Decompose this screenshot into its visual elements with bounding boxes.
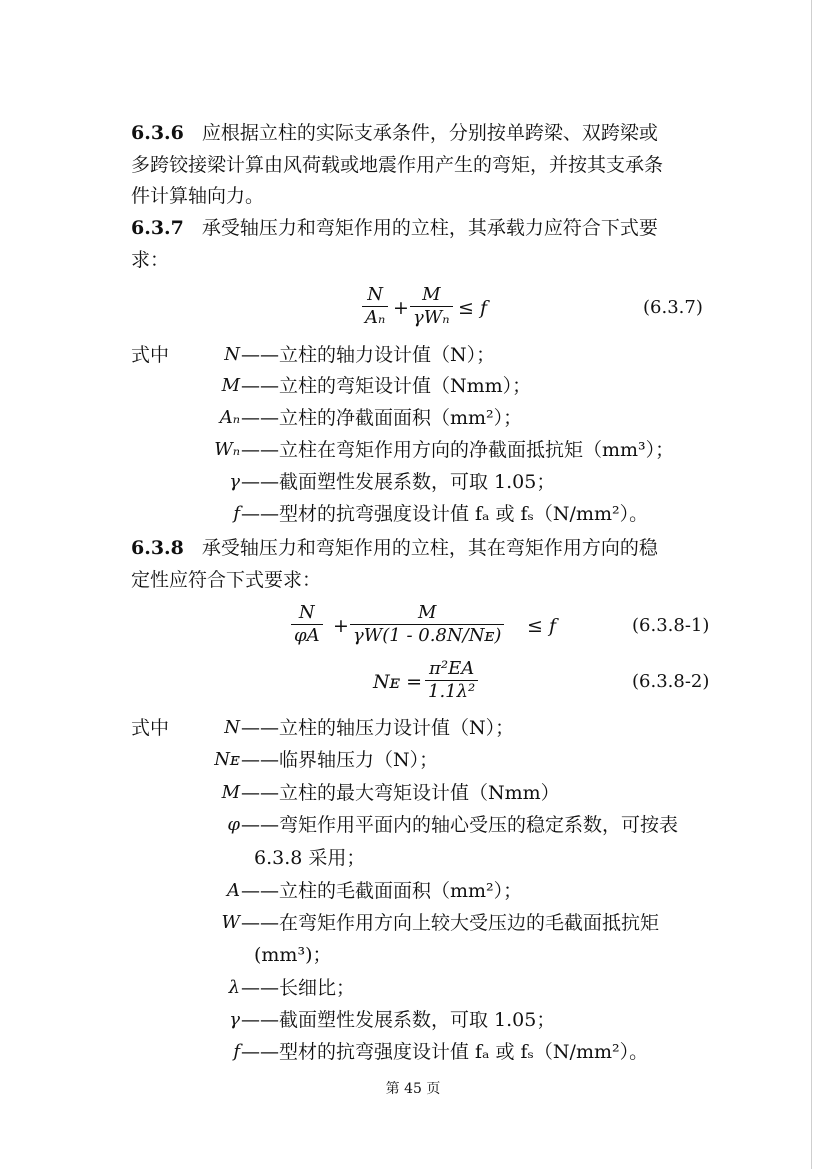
def-text: ——型材的抗弯强度设计值 fₐ 或 fₛ（N/mm²）。 <box>241 1041 649 1063</box>
def-text: ——立柱的轴压力设计值（N）； <box>241 717 515 739</box>
def-text: ——在弯矩作用方向上较大受压边的毛截面抵抗矩 <box>241 912 660 934</box>
def-text: ——截面塑性发展系数，可取 1.05； <box>241 471 556 493</box>
fraction-m-over-denominator: $\frac{M}{\text{γW(1 - 0.8N/Nᴇ)}}$ <box>350 602 504 647</box>
def-text: ——立柱的轴力设计值（N）； <box>241 344 496 366</box>
def-symbol: γ <box>229 1009 240 1030</box>
inequality: ≤ f <box>458 297 487 319</box>
def-text: ——长细比； <box>241 977 356 999</box>
def-symbol: M <box>221 375 240 396</box>
equation-number: (6.3.8-2) <box>632 671 710 692</box>
def-symbol: Nᴇ <box>214 749 240 770</box>
clause-number: 6.3.8 <box>131 537 184 559</box>
def-symbol: N <box>224 717 240 738</box>
fraction-pi-ea: $\frac{\text{π²EA}}{\text{1.1λ²}}$ <box>425 658 478 703</box>
def-symbol: λ <box>228 977 240 998</box>
clause-number: 6.3.7 <box>131 217 184 239</box>
equation-number: (6.3.7) <box>643 297 703 318</box>
def-symbol: f <box>233 1041 240 1062</box>
page-edge <box>811 0 812 1169</box>
inequality: ≤ f <box>527 615 556 637</box>
page-number: 第 45 页 <box>385 1081 441 1097</box>
ne-lhs: Nᴇ = <box>373 671 423 693</box>
def-text-continued: (mm³)； <box>254 944 332 966</box>
def-symbol: φ <box>227 814 240 835</box>
def-text: ——截面塑性发展系数，可取 1.05； <box>241 1009 556 1031</box>
where-label: 式中 <box>131 344 170 366</box>
where-label: 式中 <box>131 717 170 739</box>
def-text: ——立柱的净截面面积（mm²）； <box>241 407 523 429</box>
def-symbol: M <box>221 782 240 803</box>
plus-sign: + <box>393 297 409 319</box>
clause-6-3-8-line1: 6.3.8 承受轴压力和弯矩作用的立柱，其在弯矩作用方向的稳 <box>131 537 658 559</box>
def-symbol: Wₙ <box>214 439 240 460</box>
def-symbol: N <box>224 344 240 365</box>
def-text: ——立柱的毛截面面积（mm²）； <box>241 880 523 902</box>
plus-sign: + <box>333 615 349 637</box>
clause-number: 6.3.6 <box>131 122 184 144</box>
fraction-n-over-phia: $\frac{N}{\varphi A}$ <box>291 602 323 647</box>
fraction-m-over-wn: M γWₙ <box>410 284 453 329</box>
def-symbol: Aₙ <box>219 407 240 428</box>
def-symbol: W <box>221 912 240 933</box>
clause-6-3-6-line2: 多跨铰接梁计算由风荷载或地震作用产生的弯矩，并按其支承条 <box>131 154 664 176</box>
def-text: ——临界轴压力（N）； <box>241 749 439 771</box>
def-text: ——立柱的最大弯矩设计值（Nmm） <box>241 782 560 804</box>
fraction-n-over-an: $\frac{N}{\text{Aₙ}}$ <box>362 284 388 329</box>
def-symbol: γ <box>229 471 240 492</box>
def-symbol: A <box>227 880 240 901</box>
def-text: ——立柱的弯矩设计值（Nmm）； <box>241 375 532 397</box>
clause-6-3-6-line1: 6.3.6 应根据立柱的实际支承条件，分别按单跨梁、双跨梁或 <box>131 122 658 144</box>
clause-6-3-8-line2: 定性应符合下式要求： <box>131 569 322 591</box>
def-symbol: f <box>233 503 240 524</box>
clause-6-3-6-line3: 件计算轴向力。 <box>131 185 265 207</box>
def-text: ——立柱在弯矩作用方向的净截面抵抗矩（mm³）； <box>241 439 675 461</box>
equation-number: (6.3.8-1) <box>632 615 710 636</box>
clause-6-3-7-line2: 求： <box>131 249 170 271</box>
clause-6-3-7-line1: 6.3.7 承受轴压力和弯矩作用的立柱，其承载力应符合下式要 <box>131 217 658 239</box>
def-text: ——型材的抗弯强度设计值 fₐ 或 fₛ（N/mm²）。 <box>241 503 649 525</box>
def-text-continued: 6.3.8 采用； <box>254 847 366 869</box>
def-text: ——弯矩作用平面内的轴心受压的稳定系数，可按表 <box>241 814 679 836</box>
